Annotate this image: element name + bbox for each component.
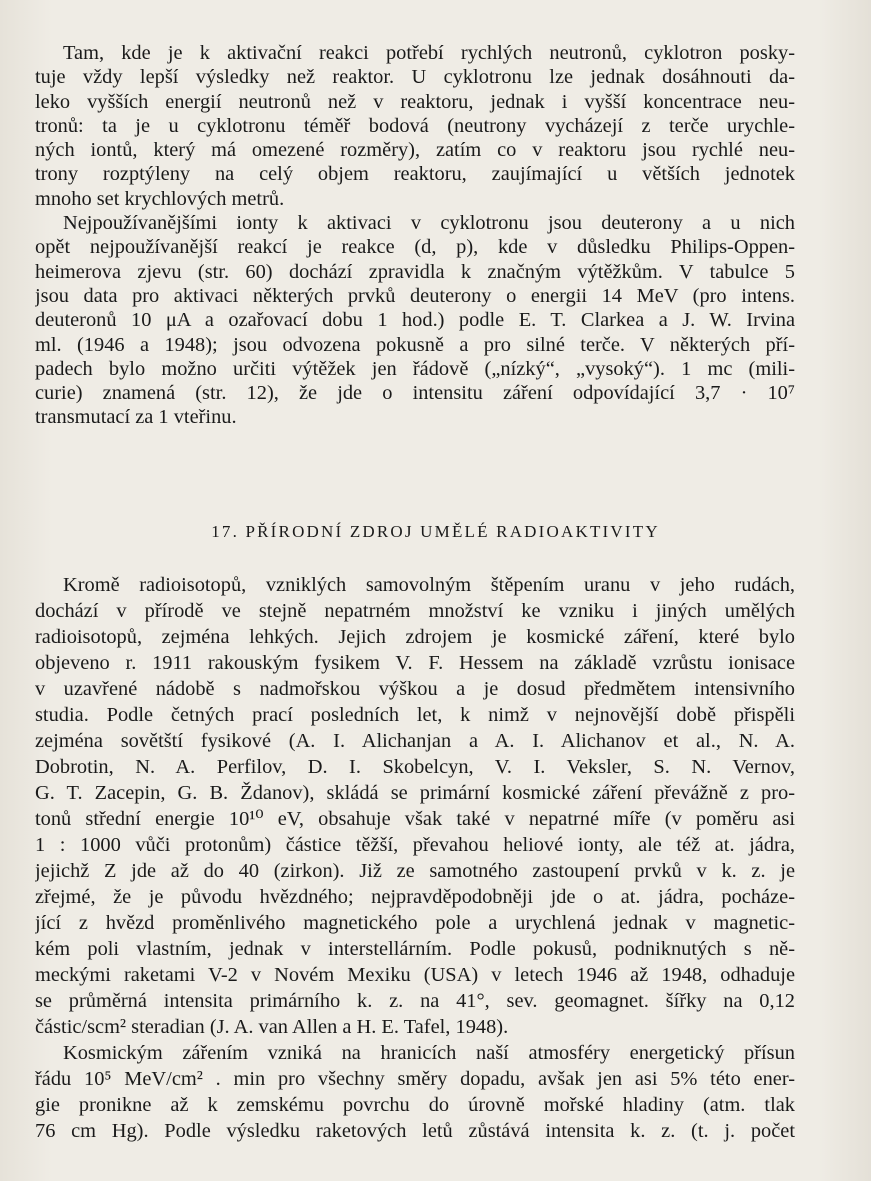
text-line: trony rozptýleny na celý objem reaktoru, zaujímající u větších jednotek [35, 163, 795, 186]
text-line: Dobrotin, N. A. Perfilov, D. I. Skobelcyn, V. I. Veksler, S. N. Vernov, [35, 756, 795, 778]
text-line: G. T. Zacepin, G. B. Ždanov), skládá se primární kosmické záření převážně z pro- [35, 782, 795, 804]
text-line: tonů střední energie 10¹⁰ eV, obsahuje však také v nepatrné míře (v poměru asi [35, 808, 795, 830]
text-line: objeveno r. 1911 rakouským fysikem V. F. Hessem na základě vzrůstu ionisace [35, 652, 795, 674]
text-line: zřejmé, že je původu hvězdného; nejpravděpodobněji jde o at. jádra, pocháze- [35, 886, 795, 908]
text-line: Nejpoužívanějšími ionty k aktivaci v cyklotronu jsou deuterony a u nich [63, 212, 795, 235]
text-line: Tam, kde je k aktivační reakci potřebí rychlých neutronů, cyklotron posky- [63, 42, 795, 64]
text-line: padech bylo možno určiti výtěžek jen řádově („nízký“, „vysoký“). 1 mc (mili- [35, 357, 795, 380]
text-line: Kosmickým zářením vzniká na hranicích naší atmosféry energetický přísun [63, 1042, 795, 1064]
text-line: opět nejpoužívanější reakcí je reakce (d, p), kde v důsledku Philips-Oppen- [35, 236, 795, 259]
text-line: kém poli vlastním, jednak v interstellárním. Podle pokusů, podniknutých s ně- [35, 938, 795, 960]
text-line: částic/scm² steradian (J. A. van Allen a H. E. Tafel, 1948). [35, 1016, 509, 1038]
text-line: řádu 10⁵ MeV/cm² . min pro všechny směry dopadu, avšak jen asi 5% této ener- [35, 1068, 795, 1090]
text-line: v uzavřené nádobě s nadmořskou výškou a je dosud předmětem intensivního [35, 678, 795, 700]
text-line: radioisotopů, zejména lehkých. Jejich zdrojem je kosmické záření, které bylo [35, 626, 795, 648]
text-line: heimerova zjevu (str. 60) dochází zpravidla k značným výtěžkům. V tabulce 5 [35, 260, 795, 283]
text-line: mnoho set krychlových metrů. [35, 187, 285, 210]
text-line: ml. (1946 a 1948); jsou odvozena pokusně a pro silné terče. V některých pří- [35, 333, 795, 356]
text-line: 76 cm Hg). Podle výsledku raketových letů zůstává intensita k. z. (t. j. počet [35, 1120, 795, 1142]
text-line: zejména sovětští fysikové (A. I. Alichanjan a A. I. Alichanov et al., N. A. [35, 730, 795, 752]
text-line: deuteronů 10 μA a ozařovací dobu 1 hod.) podle E. T. Clarkea a J. W. Irvina [35, 309, 795, 332]
text-line: jící z hvězd proměnlivého magnetického pole a urychlená jednak v magnetic- [35, 912, 795, 934]
text-line: meckými raketami V-2 v Novém Mexiku (USA) v letech 1946 až 1948, odhaduje [35, 964, 795, 986]
paragraph-block-cosmic-rays [35, 572, 795, 1144]
text-line: tuje vždy lepší výsledky než reaktor. U cyklotronu lze jednak dosáhnouti da- [35, 66, 795, 89]
text-line: gie pronikne až k zemskému povrchu do úrovně mořské hladiny (atm. tlak [35, 1094, 795, 1116]
text-line: studia. Podle četných prací posledních let, k nimž v nejnovější době přispěli [35, 704, 795, 726]
text-line: jsou data pro aktivaci některých prvků deuterony o energii 14 MeV (pro intens. [35, 284, 795, 307]
text-line: curie) znamená (str. 12), že jde o intensitu záření odpovídající 3,7 · 10⁷ [35, 382, 795, 405]
text-line: tronů: ta je u cyklotronu téměř bodová (neutrony vycházejí z terče urychle- [35, 114, 795, 137]
text-line: dochází v přírodě ve stejně nepatrném množství ke vzniku i jiných umělých [35, 600, 795, 622]
text-line: transmutací za 1 vteřinu. [35, 406, 237, 429]
text-line: se průměrná intensita primárního k. z. na 41°, sev. geomagnet. šířky na 0,12 [35, 990, 795, 1012]
paragraph-block-cyclotron [35, 41, 795, 430]
text-line: leko vyšších energií neutronů než v reaktoru, jednak i vyšší koncentrace neu- [35, 90, 795, 113]
section-heading: 17. PŘÍRODNÍ ZDROJ UMĚLÉ RADIOAKTIVITY [211, 522, 660, 541]
text-line: jejichž Z jde až do 40 (zirkon). Již ze samotného zastoupení prvků v k. z. je [35, 860, 795, 882]
text-line: Kromě radioisotopů, vzniklých samovolným štěpením uranu v jeho rudách, [63, 574, 795, 596]
text-line: 1 : 1000 vůči protonům) částice těžší, převahou heliové ionty, ale též at. jádra, [35, 834, 795, 856]
text-line: ných iontů, který má omezené rozměry), zatím co v reaktoru jsou rychlé neu- [35, 139, 795, 162]
